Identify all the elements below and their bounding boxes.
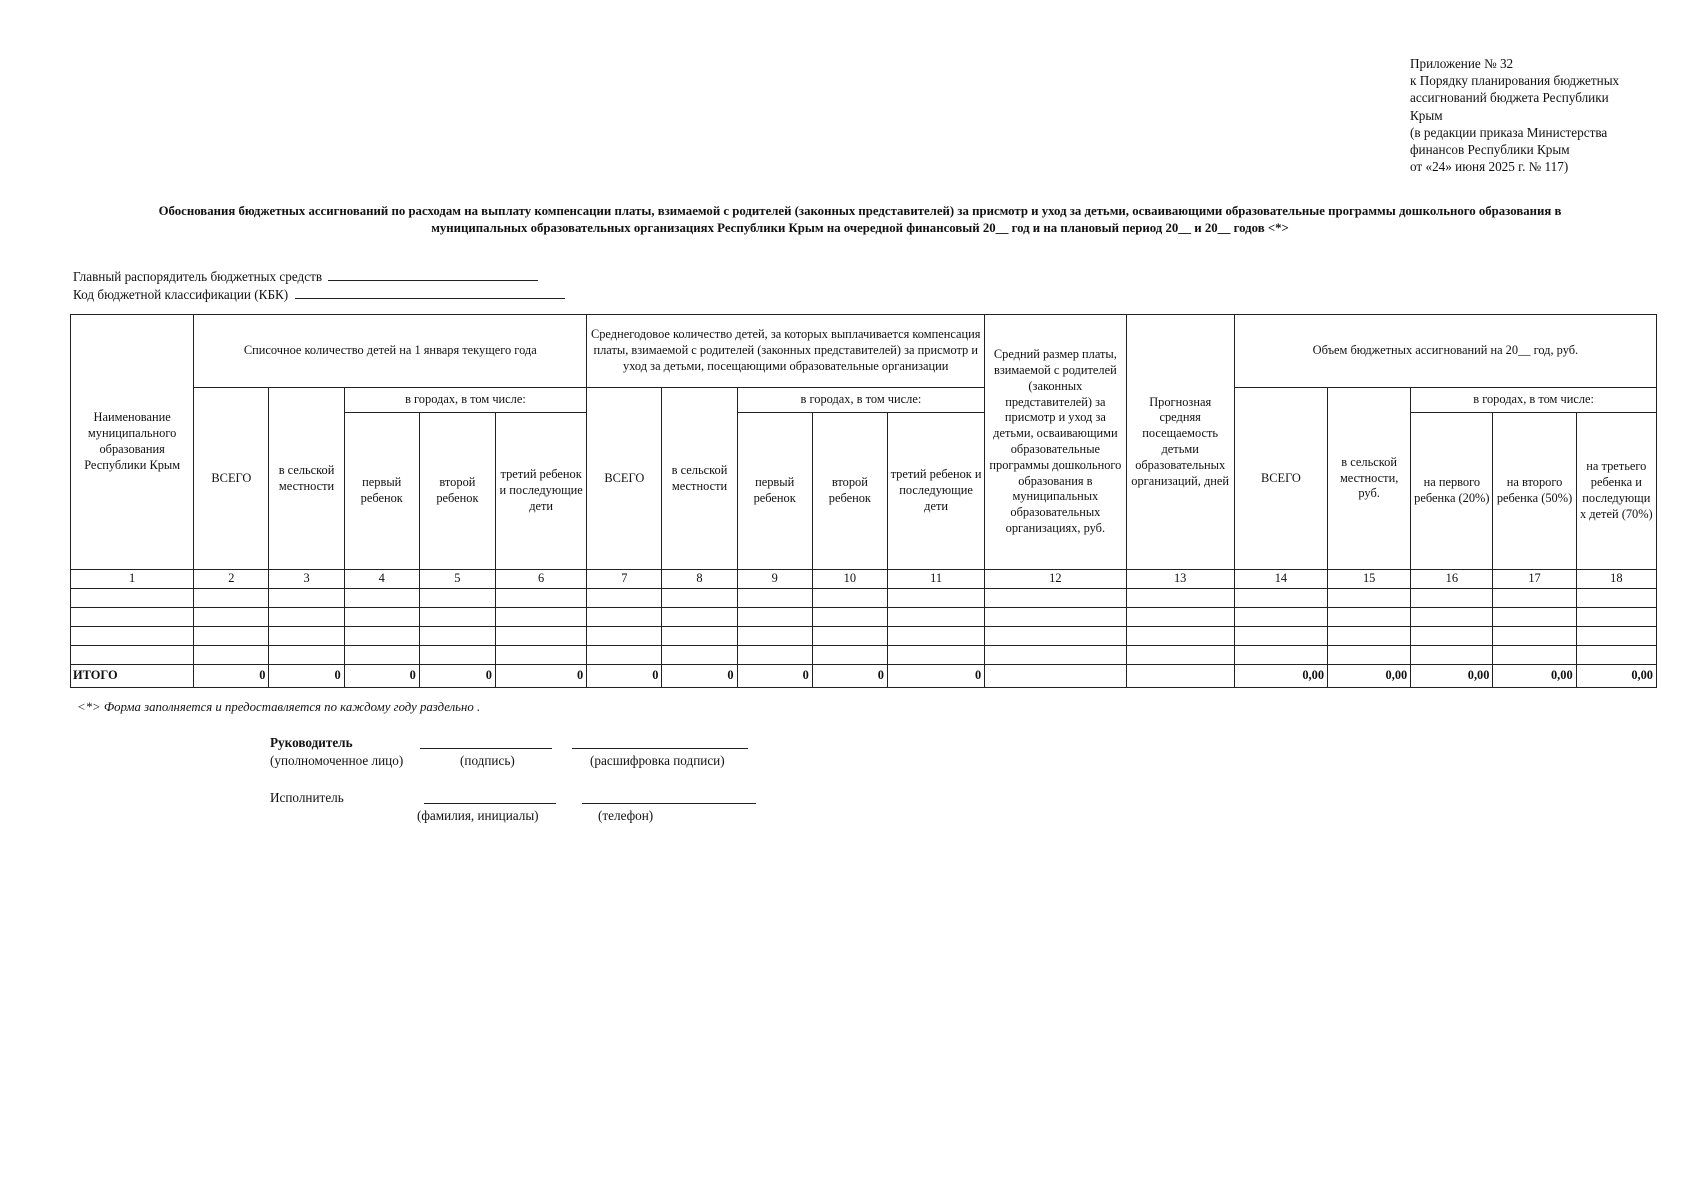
total-cell: 0 — [419, 665, 495, 688]
column-number: 2 — [194, 570, 269, 589]
table-row — [71, 646, 1657, 665]
table-cell[interactable] — [344, 589, 419, 608]
table-cell[interactable] — [1411, 589, 1493, 608]
table-cell[interactable] — [985, 608, 1126, 627]
table-cell[interactable] — [1234, 608, 1327, 627]
table-cell[interactable] — [1493, 646, 1576, 665]
table-cell[interactable] — [71, 608, 194, 627]
table-cell[interactable] — [812, 608, 887, 627]
header-in-cities: в городах, в том числе: — [737, 388, 985, 413]
header-first-child: первый ребенок — [344, 413, 419, 570]
appendix-line: Крым — [1410, 107, 1443, 123]
column-number: 13 — [1126, 570, 1234, 589]
total-cell: 0 — [269, 665, 344, 688]
table-row — [71, 589, 1657, 608]
table-cell[interactable] — [812, 589, 887, 608]
column-number: 18 — [1576, 570, 1656, 589]
head-label: Руководитель — [270, 735, 353, 750]
column-number: 10 — [812, 570, 887, 589]
table-cell[interactable] — [1328, 589, 1411, 608]
appendix-line: ассигнований бюджета Республики — [1410, 90, 1609, 106]
header-rural-rub: в сельской местности, руб. — [1328, 388, 1411, 570]
table-cell[interactable] — [737, 608, 812, 627]
header-rural: в сельской местности — [269, 388, 344, 570]
table-cell[interactable] — [1576, 627, 1656, 646]
table-cell[interactable] — [662, 608, 737, 627]
table-cell[interactable] — [812, 627, 887, 646]
table-cell[interactable] — [1234, 646, 1327, 665]
header-attendance: Прогнозная средняя посещаемость детьми образовательных организаций, дней — [1126, 315, 1234, 570]
table-cell[interactable] — [71, 589, 194, 608]
total-cell: 0 — [344, 665, 419, 688]
table-cell[interactable] — [1411, 627, 1493, 646]
table-cell[interactable] — [1328, 646, 1411, 665]
header-first-child-pct: на первого ребенка (20%) — [1411, 413, 1493, 570]
table-cell[interactable] — [496, 608, 587, 627]
kbk-label: Код бюджетной классификации (КБК) — [73, 287, 289, 302]
signature-decode-caption: (расшифровка подписи) — [590, 753, 725, 768]
title-line-2: муниципальных образовательных организациях Республики Крым на очередной финансовый 20__ год и на плановый период 20__ и 20__ годов <*> — [431, 221, 1289, 235]
header-group-average-children: Среднегодовое количество детей, за которых выплачивается компенсация платы, взимаемой с родителей (законных представителей) за присмотр и уход за детьми, посещающими образовательные организации — [587, 315, 985, 388]
header-third-child: третий ребенок и последующие дети — [496, 413, 587, 570]
table-cell[interactable] — [194, 589, 269, 608]
total-cell — [985, 665, 1126, 688]
table-cell[interactable] — [71, 646, 194, 665]
appendix-line: (в редакции приказа Министерства — [1410, 124, 1608, 140]
header-third-child-pct: на третьего ребенка и последующи х детей (70%) — [1576, 413, 1656, 570]
column-number: 8 — [662, 570, 737, 589]
head-sub-label: (уполномоченное лицо) — [270, 753, 404, 768]
header-rural: в сельской местности — [662, 388, 737, 570]
table-cell[interactable] — [1493, 589, 1576, 608]
table-cell[interactable] — [419, 627, 495, 646]
table-cell[interactable] — [662, 589, 737, 608]
header-total: ВСЕГО — [1234, 388, 1327, 570]
table-cell[interactable] — [1126, 627, 1234, 646]
table-cell[interactable] — [887, 608, 984, 627]
column-number: 16 — [1411, 570, 1493, 589]
total-cell: 0,00 — [1234, 665, 1327, 688]
signature-caption: (подпись) — [460, 753, 515, 768]
header-in-cities: в городах, в том числе: — [1411, 388, 1657, 413]
header-in-cities: в городах, в том числе: — [344, 388, 587, 413]
table-cell[interactable] — [587, 627, 662, 646]
header-first-child: первый ребенок — [737, 413, 812, 570]
table-cell[interactable] — [985, 627, 1126, 646]
column-number: 12 — [985, 570, 1126, 589]
appendix-line: Приложение № 32 — [1410, 56, 1514, 71]
total-cell: 0 — [887, 665, 984, 688]
table-cell[interactable] — [887, 627, 984, 646]
table-cell[interactable] — [71, 627, 194, 646]
signature-line[interactable] — [420, 748, 552, 749]
kbk-input-line[interactable] — [295, 286, 565, 299]
table-cell[interactable] — [194, 646, 269, 665]
column-number: 15 — [1328, 570, 1411, 589]
manager-input-line[interactable] — [328, 268, 538, 281]
header-second-child: второй ребенок — [812, 413, 887, 570]
table-cell[interactable] — [419, 589, 495, 608]
column-number: 3 — [269, 570, 344, 589]
header-municipality: Наименование муниципального образования Республики Крым — [71, 315, 194, 570]
table-cell[interactable] — [496, 646, 587, 665]
table-cell[interactable] — [269, 589, 344, 608]
column-number-row — [71, 570, 1657, 589]
table-cell[interactable] — [1126, 589, 1234, 608]
table-cell[interactable] — [1126, 646, 1234, 665]
table-cell[interactable] — [887, 589, 984, 608]
total-cell: 0 — [812, 665, 887, 688]
table-cell[interactable] — [737, 646, 812, 665]
executor-name-caption: (фамилия, инициалы) — [417, 808, 539, 823]
table-cell[interactable] — [1234, 589, 1327, 608]
total-cell: 0,00 — [1411, 665, 1493, 688]
total-cell: 0,00 — [1576, 665, 1656, 688]
table-cell[interactable] — [1493, 627, 1576, 646]
kbk-field — [73, 286, 565, 303]
table-cell[interactable] — [737, 589, 812, 608]
table-cell[interactable] — [737, 627, 812, 646]
table-cell[interactable] — [269, 646, 344, 665]
table-cell[interactable] — [1576, 589, 1656, 608]
column-number: 9 — [737, 570, 812, 589]
total-cell — [1126, 665, 1234, 688]
executor-name-line[interactable] — [424, 803, 556, 804]
appendix-block — [1410, 55, 1670, 175]
table-cell[interactable] — [1576, 646, 1656, 665]
total-cell: 0 — [587, 665, 662, 688]
table-cell[interactable] — [1576, 608, 1656, 627]
appendix-line: финансов Республики Крым — [1410, 142, 1570, 158]
footnote: <*> Форма заполняется и предоставляется по каждому году раздельно . — [77, 700, 481, 714]
column-number: 4 — [344, 570, 419, 589]
table-cell[interactable] — [344, 608, 419, 627]
table-cell[interactable] — [419, 646, 495, 665]
table-cell[interactable] — [1126, 608, 1234, 627]
executor-phone-caption: (телефон) — [598, 808, 654, 823]
column-number: 17 — [1493, 570, 1576, 589]
header-second-child: второй ребенок — [419, 413, 495, 570]
column-number: 5 — [419, 570, 495, 589]
column-number: 11 — [887, 570, 984, 589]
table-cell[interactable] — [985, 589, 1126, 608]
table-cell[interactable] — [419, 608, 495, 627]
table-row — [71, 627, 1657, 646]
header-group-listed-children: Списочное количество детей на 1 января текущего года — [194, 315, 587, 388]
header-total: ВСЕГО — [587, 388, 662, 570]
executor-label: Исполнитель — [270, 790, 344, 805]
total-cell: 0 — [737, 665, 812, 688]
table-cell[interactable] — [662, 646, 737, 665]
total-row — [71, 665, 1657, 688]
header-average-fee: Средний размер платы, взимаемой с родителей (законных представителей) за присмотр и уход за детьми, осваивающими образовательные программы дошкольного образования в муниципальных образовательных организациях, руб. — [985, 315, 1126, 570]
appendix-line: к Порядку планирования бюджетных — [1410, 73, 1620, 89]
table-cell[interactable] — [1411, 608, 1493, 627]
table-cell[interactable] — [662, 627, 737, 646]
table-cell[interactable] — [887, 646, 984, 665]
column-number: 6 — [496, 570, 587, 589]
table-cell[interactable] — [1234, 627, 1327, 646]
table-cell[interactable] — [812, 646, 887, 665]
table-cell[interactable] — [587, 589, 662, 608]
total-cell: 0,00 — [1493, 665, 1576, 688]
table-cell[interactable] — [344, 646, 419, 665]
header-total: ВСЕГО — [194, 388, 269, 570]
budget-table — [70, 314, 1657, 688]
table-cell[interactable] — [194, 627, 269, 646]
total-label: ИТОГО — [71, 665, 194, 688]
manager-label: Главный распорядитель бюджетных средств — [73, 269, 323, 284]
appendix-line: от «24» июня 2025 г. № 117) — [1410, 159, 1569, 175]
column-number: 14 — [1234, 570, 1327, 589]
table-cell[interactable] — [1493, 608, 1576, 627]
table-cell[interactable] — [344, 627, 419, 646]
header-second-child-pct: на второго ребенка (50%) — [1493, 413, 1576, 570]
column-number: 7 — [587, 570, 662, 589]
table-cell[interactable] — [587, 646, 662, 665]
table-cell[interactable] — [269, 608, 344, 627]
signature-decode-line[interactable] — [572, 748, 748, 749]
table-cell[interactable] — [269, 627, 344, 646]
total-cell: 0 — [194, 665, 269, 688]
title-line-1: Обоснования бюджетных ассигнований по расходам на выплату компенсации платы, взимаемой с родителей (законных представителей) за присмотр и уход за детьми, осваивающими образовательные программы дошкольного образования в — [158, 204, 1562, 218]
table-cell[interactable] — [194, 608, 269, 627]
manager-field — [73, 268, 538, 285]
table-cell[interactable] — [587, 608, 662, 627]
table-cell[interactable] — [1411, 646, 1493, 665]
total-cell: 0 — [496, 665, 587, 688]
header-group-allocations: Объем бюджетных ассигнований на 20__ год, руб. — [1234, 315, 1656, 388]
table-cell[interactable] — [1328, 627, 1411, 646]
header-third-child: третий ребенок и последующие дети — [887, 413, 984, 570]
table-row — [71, 608, 1657, 627]
column-number: 1 — [71, 570, 194, 589]
document-title — [80, 203, 1640, 237]
table-cell[interactable] — [496, 589, 587, 608]
table-cell[interactable] — [985, 646, 1126, 665]
table-cell[interactable] — [496, 627, 587, 646]
executor-phone-line[interactable] — [582, 803, 756, 804]
total-cell: 0 — [662, 665, 737, 688]
total-cell: 0,00 — [1328, 665, 1411, 688]
table-cell[interactable] — [1328, 608, 1411, 627]
